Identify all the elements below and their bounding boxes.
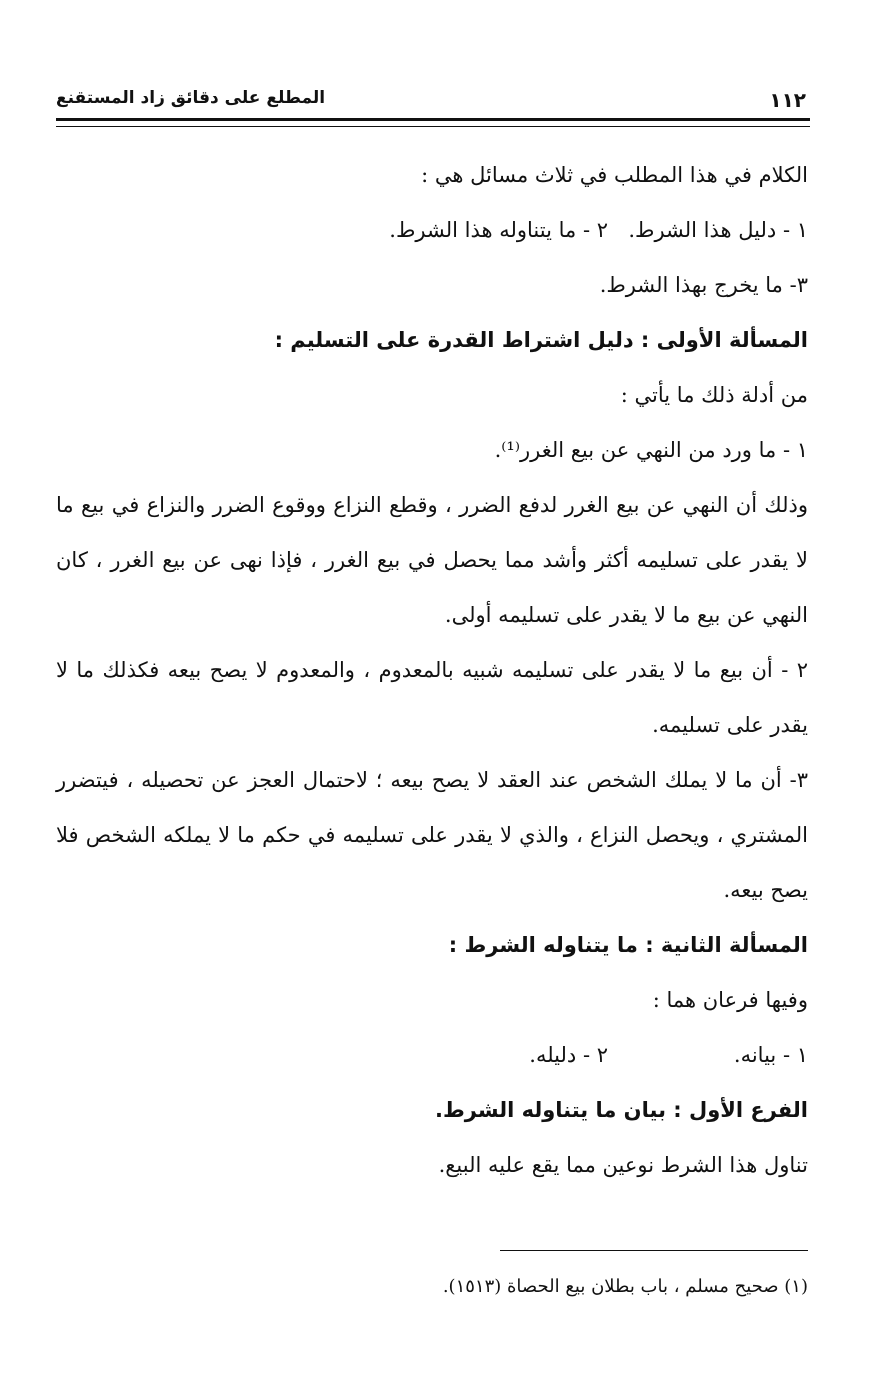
page-number: ١١٢ [769,88,806,112]
running-header [56,82,810,116]
section-heading-1: المسألة الأولى : دليل اشتراط القدرة على التسليم : [274,328,808,352]
section-heading-2: المسألة الثانية : ما يتناوله الشرط : [448,933,808,957]
paragraph-1: وذلك أن النهي عن بيع الغرر لدفع الضرر ، وقطع النزاع ووقوع الضرر والنزاع في بيع ما لا يقدر على تسليمه أكثر وأشد مما يحصل في بيع الغرر ، فإذا نهى عن بيع الغرر ، كان النهي عن بيع ما لا يقدر على تسليمه أولى. [56,493,808,627]
paragraph-2: ٢ - أن بيع ما لا يقدر على تسليمه شبيه بالمعدوم ، والمعدوم لا يصح بيعه فكذلك ما لا يقدر على تسليمه. [56,658,808,737]
branch-2: ٢ - دليله. [529,1043,608,1067]
branch-1: ١ - بيانه. [733,1043,808,1067]
issue-3: ٣- ما يخرج بهذا الشرط. [599,273,808,297]
issue-1: ١ - دليل هذا الشرط. [628,218,808,242]
intro-line: الكلام في هذا المطلب في ثلاث مسائل هي : [421,163,808,187]
section-heading-3: الفرع الأول : بيان ما يتناوله الشرط. [434,1098,808,1122]
branches-intro: وفيها فرعان هما : [652,988,808,1012]
closing-line: تناول هذا الشرط نوعين مما يقع عليه البيع. [438,1153,808,1177]
header-double-rule [56,118,810,127]
footnote-1: (١) صحيح مسلم ، باب بطلان بيع الحصاة (١٥١٣). [442,1276,808,1297]
paragraph-3: ٣- أن ما لا يملك الشخص عند العقد لا يصح بيعه ؛ لاحتمال العجز عن تحصيله ، فيتضرر المشتري ، ويحصل النزاع ، والذي لا يقدر على تسليمه في حكم ما لا يملكه الشخص فلا يصح بيعه. [56,768,808,902]
evidence-1: ١ - ما ورد من النهي عن بيع الغرر⁽¹⁾. [494,438,808,462]
book-title: المطلع على دقائق زاد المستقنع [56,88,326,108]
footnote-separator [500,1250,808,1251]
issues-row [56,203,808,258]
branches-row [56,1028,808,1083]
evidence-intro: من أدلة ذلك ما يأتي : [620,383,808,407]
issue-2: ٢ - ما يتناوله هذا الشرط. [389,218,608,242]
main-text [56,148,808,1193]
